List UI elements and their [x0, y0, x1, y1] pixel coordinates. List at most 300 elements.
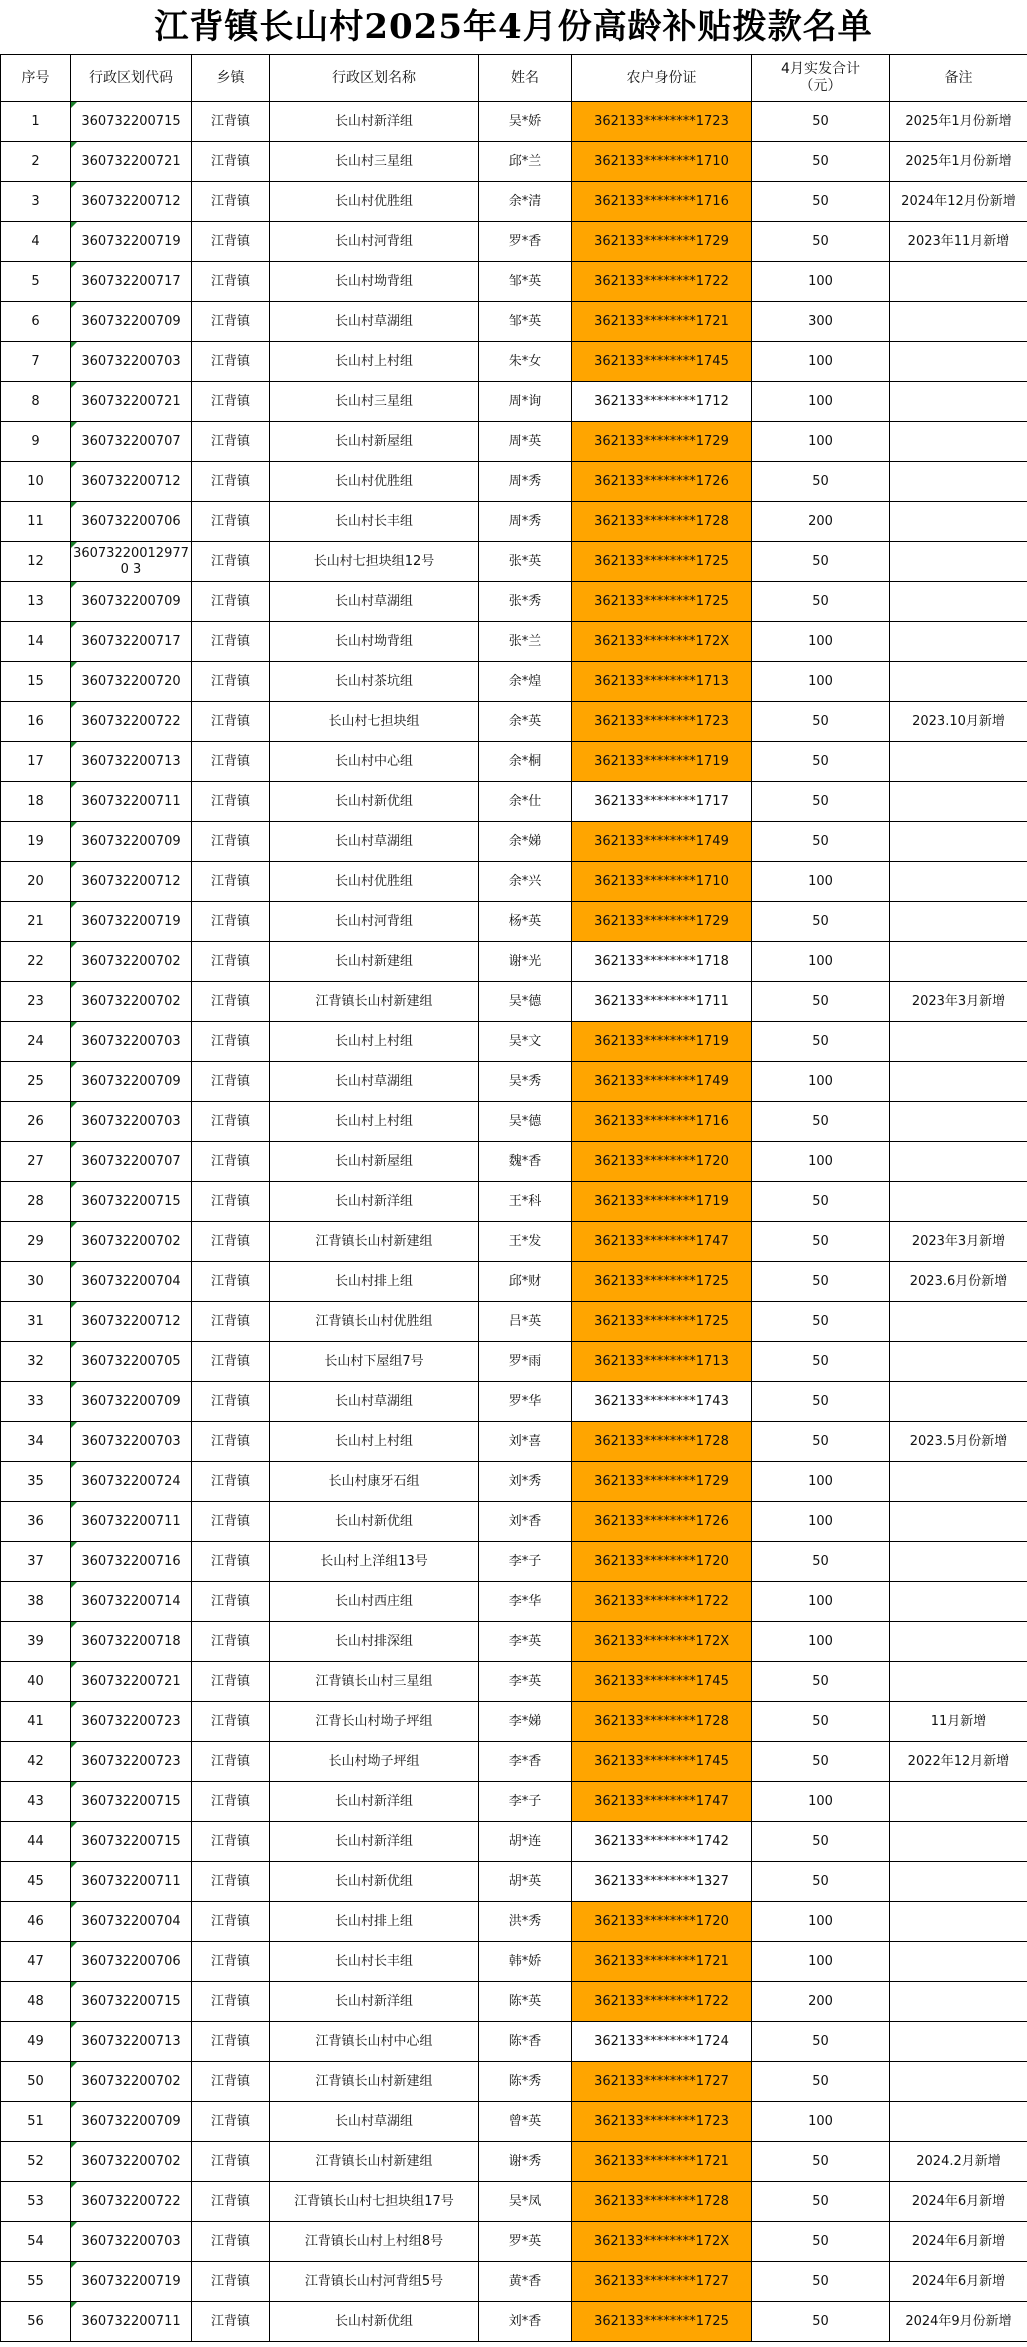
cell-town: 江背镇 [192, 1182, 270, 1222]
cell-id-number: 362133********1745 [572, 1662, 752, 1702]
cell-area: 长山村草湖组 [270, 302, 479, 342]
table-row [1, 1342, 1027, 1382]
cell-town: 江背镇 [192, 1582, 270, 1622]
cell-no: 50 [1, 2062, 71, 2102]
cell-no: 1 [1, 102, 71, 142]
cell-amount: 100 [752, 342, 890, 382]
cell-code: 360732200715 [71, 1822, 192, 1862]
table-row [1, 382, 1027, 422]
cell-area: 江背镇长山村优胜组 [270, 1302, 479, 1342]
cell-note [890, 1902, 1027, 1942]
cell-amount: 100 [752, 662, 890, 702]
cell-id-number: 362133********1718 [572, 942, 752, 982]
cell-code: 360732200720 [71, 662, 192, 702]
cell-name: 韩*娇 [479, 1942, 572, 1982]
table-row [1, 1942, 1027, 1982]
cell-id-number: 362133********1723 [572, 102, 752, 142]
cell-area: 江背镇长山村新建组 [270, 2062, 479, 2102]
cell-code: 360732200703 [71, 1422, 192, 1462]
cell-note: 2024年6月新增 [890, 2182, 1027, 2222]
table-row [1, 502, 1027, 542]
cell-town: 江背镇 [192, 1902, 270, 1942]
cell-amount: 100 [752, 1942, 890, 1982]
cell-no: 3 [1, 182, 71, 222]
table-row [1, 982, 1027, 1022]
cell-town: 江背镇 [192, 1102, 270, 1142]
cell-note [890, 782, 1027, 822]
cell-name: 陈*香 [479, 2022, 572, 2062]
cell-id-number: 362133********1711 [572, 982, 752, 1022]
table-row [1, 2102, 1027, 2142]
cell-town: 江背镇 [192, 942, 270, 982]
cell-code: 360732200703 [71, 1102, 192, 1142]
cell-id-number: 362133********1745 [572, 1742, 752, 1782]
cell-id-number: 362133********1726 [572, 1502, 752, 1542]
cell-area: 江背镇长山村七担块组17号 [270, 2182, 479, 2222]
cell-no: 45 [1, 1862, 71, 1902]
cell-amount: 100 [752, 1782, 890, 1822]
cell-no: 56 [1, 2302, 71, 2342]
cell-town: 江背镇 [192, 302, 270, 342]
cell-name: 李*华 [479, 1582, 572, 1622]
cell-area: 长山村西庄组 [270, 1582, 479, 1622]
table-row [1, 782, 1027, 822]
cell-name: 周*秀 [479, 502, 572, 542]
cell-code: 360732200709 [71, 1382, 192, 1422]
col-header-town: 乡镇 [192, 55, 270, 102]
cell-name: 余*娣 [479, 822, 572, 862]
col-header-area: 行政区划名称 [270, 55, 479, 102]
table-row [1, 1462, 1027, 1502]
cell-area: 长山村坳背组 [270, 262, 479, 302]
cell-name: 黄*香 [479, 2262, 572, 2302]
cell-amount: 50 [752, 1102, 890, 1142]
cell-town: 江背镇 [192, 382, 270, 422]
cell-id-number: 362133********1725 [572, 2302, 752, 2342]
cell-area: 江背镇长山村新建组 [270, 2142, 479, 2182]
cell-town: 江背镇 [192, 1062, 270, 1102]
cell-note: 2023年11月新增 [890, 222, 1027, 262]
cell-name: 李*英 [479, 1662, 572, 1702]
cell-no: 4 [1, 222, 71, 262]
cell-amount: 100 [752, 422, 890, 462]
cell-area: 长山村三星组 [270, 382, 479, 422]
cell-id-number: 362133********1719 [572, 742, 752, 782]
table-row [1, 1702, 1027, 1742]
cell-id-number: 362133********1728 [572, 1422, 752, 1462]
cell-town: 江背镇 [192, 662, 270, 702]
cell-area: 长山村河背组 [270, 902, 479, 942]
cell-note: 2023年3月新增 [890, 982, 1027, 1022]
cell-code: 360732200724 [71, 1462, 192, 1502]
cell-name: 谢*秀 [479, 2142, 572, 2182]
table-row [1, 1542, 1027, 1582]
cell-id-number: 362133********1710 [572, 142, 752, 182]
cell-code: 360732200129770 3 [71, 542, 192, 582]
cell-no: 9 [1, 422, 71, 462]
cell-code: 360732200702 [71, 2062, 192, 2102]
cell-name: 李*子 [479, 1542, 572, 1582]
cell-amount: 100 [752, 1142, 890, 1182]
table-row [1, 822, 1027, 862]
cell-no: 53 [1, 2182, 71, 2222]
cell-code: 360732200704 [71, 1262, 192, 1302]
cell-name: 余*仕 [479, 782, 572, 822]
cell-name: 余*英 [479, 702, 572, 742]
cell-note [890, 622, 1027, 662]
cell-name: 胡*英 [479, 1862, 572, 1902]
cell-note [890, 1502, 1027, 1542]
cell-amount: 100 [752, 1902, 890, 1942]
cell-code: 360732200715 [71, 1182, 192, 1222]
cell-amount: 50 [752, 702, 890, 742]
cell-town: 江背镇 [192, 2182, 270, 2222]
cell-code: 360732200714 [71, 1582, 192, 1622]
cell-amount: 50 [752, 1342, 890, 1382]
cell-no: 19 [1, 822, 71, 862]
cell-area: 长山村草湖组 [270, 822, 479, 862]
cell-area: 长山村新屋组 [270, 422, 479, 462]
table-row [1, 902, 1027, 942]
cell-code: 360732200706 [71, 1942, 192, 1982]
cell-note: 2022年12月新增 [890, 1742, 1027, 1782]
table-row [1, 1982, 1027, 2022]
cell-code: 360732200704 [71, 1902, 192, 1942]
table-row [1, 862, 1027, 902]
cell-town: 江背镇 [192, 222, 270, 262]
cell-note: 2024年6月新增 [890, 2262, 1027, 2302]
cell-amount: 50 [752, 1542, 890, 1582]
cell-area: 长山村上村组 [270, 1022, 479, 1062]
cell-code: 360732200707 [71, 1142, 192, 1182]
cell-name: 谢*光 [479, 942, 572, 982]
cell-name: 王*科 [479, 1182, 572, 1222]
cell-area: 长山村新洋组 [270, 102, 479, 142]
cell-town: 江背镇 [192, 262, 270, 302]
cell-area: 长山村上村组 [270, 342, 479, 382]
cell-id-number: 362133********1722 [572, 1982, 752, 2022]
cell-no: 26 [1, 1102, 71, 1142]
cell-id-number: 362133********1712 [572, 382, 752, 422]
table-row [1, 662, 1027, 702]
cell-note: 2024年6月新增 [890, 2222, 1027, 2262]
table-row [1, 1262, 1027, 1302]
cell-no: 18 [1, 782, 71, 822]
cell-name: 余*兴 [479, 862, 572, 902]
cell-id-number: 362133********1742 [572, 1822, 752, 1862]
cell-town: 江背镇 [192, 2262, 270, 2302]
cell-code: 360732200703 [71, 342, 192, 382]
cell-town: 江背镇 [192, 102, 270, 142]
cell-name: 张*兰 [479, 622, 572, 662]
cell-area: 长山村七担块组 [270, 702, 479, 742]
cell-code: 360732200703 [71, 1022, 192, 1062]
cell-name: 陈*秀 [479, 2062, 572, 2102]
cell-id-number: 362133********1713 [572, 1342, 752, 1382]
cell-amount: 50 [752, 2062, 890, 2102]
cell-name: 邱*财 [479, 1262, 572, 1302]
cell-no: 30 [1, 1262, 71, 1302]
cell-town: 江背镇 [192, 1422, 270, 1462]
table-row [1, 1822, 1027, 1862]
cell-no: 28 [1, 1182, 71, 1222]
cell-area: 长山村河背组 [270, 222, 479, 262]
col-header-no: 序号 [1, 55, 71, 102]
cell-town: 江背镇 [192, 1462, 270, 1502]
cell-area: 长山村新洋组 [270, 1182, 479, 1222]
cell-no: 12 [1, 542, 71, 582]
cell-code: 360732200712 [71, 1302, 192, 1342]
table-row [1, 262, 1027, 302]
table-row [1, 2182, 1027, 2222]
cell-name: 罗*香 [479, 222, 572, 262]
cell-note [890, 862, 1027, 902]
cell-town: 江背镇 [192, 1742, 270, 1782]
cell-amount: 50 [752, 822, 890, 862]
cell-area: 江背镇长山村上村组8号 [270, 2222, 479, 2262]
cell-name: 余*清 [479, 182, 572, 222]
cell-name: 张*英 [479, 542, 572, 582]
cell-note [890, 1782, 1027, 1822]
cell-id-number: 362133********1720 [572, 1142, 752, 1182]
cell-amount: 50 [752, 1422, 890, 1462]
cell-no: 14 [1, 622, 71, 662]
cell-code: 360732200723 [71, 1742, 192, 1782]
subsidy-table [0, 54, 1027, 2342]
cell-town: 江背镇 [192, 2062, 270, 2102]
cell-amount: 200 [752, 1982, 890, 2022]
table-row [1, 462, 1027, 502]
cell-area: 长山村康牙石组 [270, 1462, 479, 1502]
cell-area: 江背镇长山村中心组 [270, 2022, 479, 2062]
cell-note: 2025年1月份新增 [890, 102, 1027, 142]
cell-town: 江背镇 [192, 862, 270, 902]
cell-note [890, 2062, 1027, 2102]
table-row [1, 182, 1027, 222]
table-row [1, 422, 1027, 462]
cell-id-number: 362133********1719 [572, 1182, 752, 1222]
cell-town: 江背镇 [192, 1862, 270, 1902]
cell-name: 魏*香 [479, 1142, 572, 1182]
table-body [1, 102, 1027, 2342]
cell-area: 长山村排深组 [270, 1622, 479, 1662]
cell-no: 5 [1, 262, 71, 302]
cell-no: 8 [1, 382, 71, 422]
cell-amount: 50 [752, 902, 890, 942]
cell-id-number: 362133********1721 [572, 302, 752, 342]
cell-name: 李*香 [479, 1742, 572, 1782]
cell-id-number: 362133********1747 [572, 1782, 752, 1822]
cell-no: 21 [1, 902, 71, 942]
cell-note [890, 1542, 1027, 1582]
cell-no: 23 [1, 982, 71, 1022]
cell-no: 34 [1, 1422, 71, 1462]
table-row [1, 1302, 1027, 1342]
cell-amount: 100 [752, 1622, 890, 1662]
cell-amount: 50 [752, 1742, 890, 1782]
cell-area: 长山村优胜组 [270, 182, 479, 222]
table-row [1, 2062, 1027, 2102]
cell-town: 江背镇 [192, 742, 270, 782]
cell-town: 江背镇 [192, 142, 270, 182]
cell-note: 2023.5月份新增 [890, 1422, 1027, 1462]
cell-area: 长山村优胜组 [270, 862, 479, 902]
cell-town: 江背镇 [192, 1822, 270, 1862]
cell-town: 江背镇 [192, 1342, 270, 1382]
cell-note [890, 1182, 1027, 1222]
cell-town: 江背镇 [192, 1782, 270, 1822]
cell-amount: 50 [752, 1302, 890, 1342]
cell-town: 江背镇 [192, 502, 270, 542]
col-header-code: 行政区划代码 [71, 55, 192, 102]
cell-area: 江背长山村坳子坪组 [270, 1702, 479, 1742]
cell-name: 洪*秀 [479, 1902, 572, 1942]
cell-id-number: 362133********1716 [572, 182, 752, 222]
cell-town: 江背镇 [192, 702, 270, 742]
cell-note [890, 422, 1027, 462]
table-row [1, 1862, 1027, 1902]
cell-no: 10 [1, 462, 71, 502]
cell-id-number: 362133********172X [572, 1622, 752, 1662]
cell-id-number: 362133********1727 [572, 2262, 752, 2302]
cell-area: 长山村新优组 [270, 1502, 479, 1542]
cell-id-number: 362133********1720 [572, 1542, 752, 1582]
cell-note [890, 1382, 1027, 1422]
page-title: 江背镇长山村2025年4月份高龄补贴拨款名单 [154, 7, 873, 47]
cell-id-number: 362133********1721 [572, 1942, 752, 1982]
cell-no: 40 [1, 1662, 71, 1702]
cell-note [890, 1942, 1027, 1982]
cell-id-number: 362133********1729 [572, 902, 752, 942]
cell-note [890, 1622, 1027, 1662]
cell-no: 11 [1, 502, 71, 542]
cell-area: 长山村七担块组12号 [270, 542, 479, 582]
cell-id-number: 362133********1327 [572, 1862, 752, 1902]
table-row [1, 1182, 1027, 1222]
cell-area: 长山村新洋组 [270, 1822, 479, 1862]
table-row [1, 1222, 1027, 1262]
cell-area: 江背镇长山村三星组 [270, 1662, 479, 1702]
table-header-row [1, 55, 1027, 102]
cell-area: 长山村中心组 [270, 742, 479, 782]
cell-amount: 50 [752, 2022, 890, 2062]
cell-code: 360732200713 [71, 742, 192, 782]
cell-code: 360732200702 [71, 1222, 192, 1262]
cell-amount: 50 [752, 142, 890, 182]
table-row [1, 1062, 1027, 1102]
cell-no: 38 [1, 1582, 71, 1622]
cell-id-number: 362133********1729 [572, 222, 752, 262]
cell-area: 江背镇长山村新建组 [270, 1222, 479, 1262]
cell-name: 周*秀 [479, 462, 572, 502]
cell-town: 江背镇 [192, 2102, 270, 2142]
cell-area: 长山村上村组 [270, 1422, 479, 1462]
cell-note [890, 742, 1027, 782]
cell-name: 刘*香 [479, 2302, 572, 2342]
cell-id-number: 362133********1727 [572, 2062, 752, 2102]
table-row [1, 1422, 1027, 1462]
table-row [1, 742, 1027, 782]
cell-no: 29 [1, 1222, 71, 1262]
cell-no: 2 [1, 142, 71, 182]
cell-no: 42 [1, 1742, 71, 1782]
table-row [1, 1622, 1027, 1662]
cell-id-number: 362133********1745 [572, 342, 752, 382]
cell-name: 吕*英 [479, 1302, 572, 1342]
cell-id-number: 362133********1716 [572, 1102, 752, 1142]
cell-town: 江背镇 [192, 822, 270, 862]
cell-id-number: 362133********1747 [572, 1222, 752, 1262]
cell-amount: 50 [752, 582, 890, 622]
cell-id-number: 362133********1728 [572, 502, 752, 542]
table-row [1, 582, 1027, 622]
cell-no: 31 [1, 1302, 71, 1342]
cell-amount: 50 [752, 1022, 890, 1062]
cell-town: 江背镇 [192, 782, 270, 822]
cell-area: 江背镇长山村河背组5号 [270, 2262, 479, 2302]
cell-note [890, 822, 1027, 862]
cell-area: 长山村坳背组 [270, 622, 479, 662]
table-row [1, 1742, 1027, 1782]
cell-id-number: 362133********1729 [572, 422, 752, 462]
cell-code: 360732200709 [71, 2102, 192, 2142]
table-row [1, 1782, 1027, 1822]
cell-id-number: 362133********1721 [572, 2142, 752, 2182]
cell-note [890, 1142, 1027, 1182]
cell-no: 49 [1, 2022, 71, 2062]
cell-name: 李*子 [479, 1782, 572, 1822]
cell-area: 长山村新优组 [270, 2302, 479, 2342]
cell-name: 刘*喜 [479, 1422, 572, 1462]
cell-name: 陈*英 [479, 1982, 572, 2022]
cell-note [890, 1822, 1027, 1862]
cell-no: 17 [1, 742, 71, 782]
table-row [1, 942, 1027, 982]
cell-town: 江背镇 [192, 422, 270, 462]
table-row [1, 342, 1027, 382]
cell-name: 吴*凤 [479, 2182, 572, 2222]
cell-id-number: 362133********1710 [572, 862, 752, 902]
cell-code: 360732200715 [71, 1982, 192, 2022]
table-row [1, 702, 1027, 742]
table-row [1, 1022, 1027, 1062]
cell-id-number: 362133********1725 [572, 582, 752, 622]
cell-no: 25 [1, 1062, 71, 1102]
table-row [1, 222, 1027, 262]
cell-name: 吴*娇 [479, 102, 572, 142]
cell-code: 360732200711 [71, 1502, 192, 1542]
cell-id-number: 362133********1725 [572, 1302, 752, 1342]
cell-town: 江背镇 [192, 1262, 270, 1302]
cell-id-number: 362133********1717 [572, 782, 752, 822]
cell-no: 43 [1, 1782, 71, 1822]
cell-amount: 50 [752, 102, 890, 142]
cell-area: 长山村草湖组 [270, 1382, 479, 1422]
cell-amount: 50 [752, 2182, 890, 2222]
cell-code: 360732200719 [71, 2262, 192, 2302]
cell-no: 22 [1, 942, 71, 982]
cell-town: 江背镇 [192, 542, 270, 582]
cell-amount: 50 [752, 222, 890, 262]
cell-note [890, 1582, 1027, 1622]
cell-no: 27 [1, 1142, 71, 1182]
cell-area: 长山村排上组 [270, 1902, 479, 1942]
cell-code: 360732200709 [71, 822, 192, 862]
cell-area: 长山村草湖组 [270, 2102, 479, 2142]
table-row [1, 1142, 1027, 1182]
cell-town: 江背镇 [192, 902, 270, 942]
table-row [1, 1102, 1027, 1142]
